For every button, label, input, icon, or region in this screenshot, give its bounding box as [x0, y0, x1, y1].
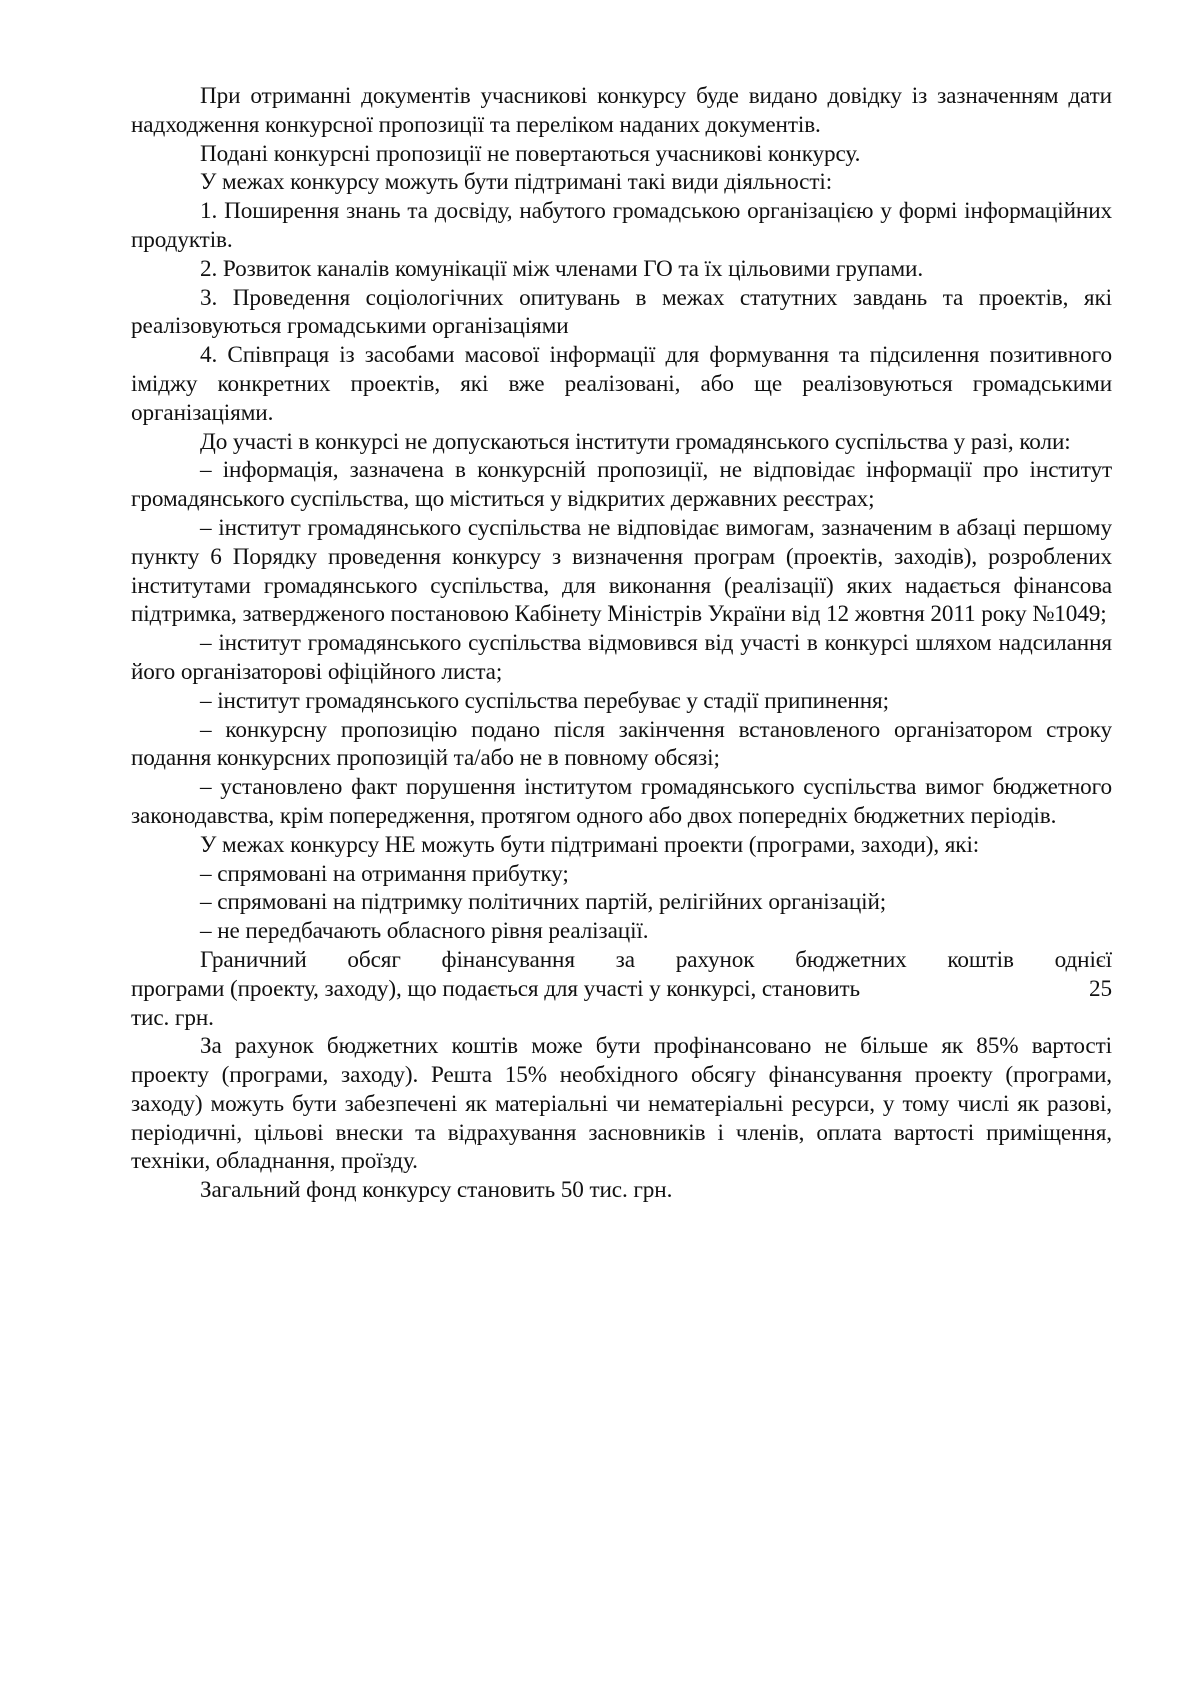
document-page [131, 82, 1112, 1205]
list-item-activity-1: 1. Поширення знань та досвіду, набутого громадською організацією у формі інформаційних продуктів. [131, 198, 1112, 253]
list-item-unsupported-2: – спрямовані на підтримку політичних партій, релігійних організацій; [200, 889, 887, 916]
funding-limit-line-1: Граничний обсяг фінансування за рахунок бюджетних коштів однієї [200, 946, 1112, 973]
funding-limit-text: програми (проекту, заходу), що подається для участі у конкурсі, становить [131, 975, 861, 1002]
list-item-exclusion-2: – інститут громадянського суспільства не відповідає вимогам, зазначеним в абзаці першому пункту 6 Порядку проведення конкурсу з визначення програм (проектів, заходів), розроблених інститутами громадянського суспільства, для виконання (реалізації) яких надається фінансова підтримка, затвердженого постановою Кабінету Міністрів України від 12 жовтня 2011 року №1049; [131, 514, 1112, 628]
list-item-unsupported-1: – спрямовані на отримання прибутку; [200, 860, 569, 887]
funding-limit-amount: 25 [1089, 975, 1112, 1002]
paragraph-documents-receipt: При отриманні документів учасникові конкурсу буде видано довідку із зазначенням дати надходження конкурсної пропозиції та переліком наданих документів. [131, 83, 1112, 138]
paragraph-not-returned: Подані конкурсні пропозиції не повертаються учасникові конкурсу. [200, 140, 861, 167]
list-item-activity-3: 3. Проведення соціологічних опитувань в межах статутних завдань та проектів, які реалізовуються громадськими організаціями [131, 284, 1112, 340]
list-item-exclusion-4: – інститут громадянського суспільства перебуває у стадії припинення; [200, 687, 889, 714]
list-item-exclusion-5: – конкурсну пропозицію подано після закінчення встановленого організатором строку подання конкурсних пропозицій та/або не в повному обсязі; [131, 716, 1112, 772]
list-item-exclusion-1: – інформація, зазначена в конкурсній пропозиції, не відповідає інформації про інститут громадянського суспільства, що міститься у відкритих державних реєстрах; [131, 457, 1112, 513]
list-item-unsupported-3: – не передбачають обласного рівня реалізації. [200, 918, 649, 945]
list-item-exclusion-6: – установлено факт порушення інститутом громадянського суспільства вимог бюджетного законодавства, крім попередження, протягом одного або двох попередніх бюджетних періодів. [131, 774, 1112, 829]
funding-limit-line-2 [131, 975, 1112, 1004]
paragraph-exclusions-intro: До участі в конкурсі не допускаються інститути громадянського суспільства у разі, коли: [200, 428, 1071, 455]
paragraph-funding-limit [131, 946, 1112, 1032]
funding-limit-line-3: тис. грн. [131, 1004, 214, 1031]
paragraph-cofinancing: За рахунок бюджетних коштів може бути профінансовано не більше як 85% вартості проекту (програми, заходу). Решта 15% необхідного обсягу фінансування проекту (програми, заходу) можуть бути забезпечені як матеріальні чи нематеріальні ресурси, у тому числі як разові, періодичні, цільові внески та відрахування засновників і членів, оплата вартості приміщення, техніки, обладнання, проїзду. [131, 1033, 1112, 1175]
paragraph-supported-activities-intro: У межах конкурсу можуть бути підтримані такі види діяльності: [200, 169, 833, 196]
paragraph-unsupported-projects-intro: У межах конкурсу НЕ можуть бути підтримані проекти (програми, заходи), які: [200, 831, 980, 858]
paragraph-total-fund: Загальний фонд конкурсу становить 50 тис. грн. [200, 1177, 673, 1204]
list-item-activity-4: 4. Співпраця із засобами масової інформації для формування та підсилення позитивного іміджу конкретних проектів, які вже реалізовані, або ще реалізовуються громадськими організаціями. [131, 342, 1112, 426]
list-item-exclusion-3: – інститут громадянського суспільства відмовився від участі в конкурсі шляхом надсилання його організаторові офіційного листа; [131, 630, 1112, 685]
list-item-activity-2: 2. Розвиток каналів комунікації між членами ГО та їх цільовими групами. [200, 255, 924, 282]
